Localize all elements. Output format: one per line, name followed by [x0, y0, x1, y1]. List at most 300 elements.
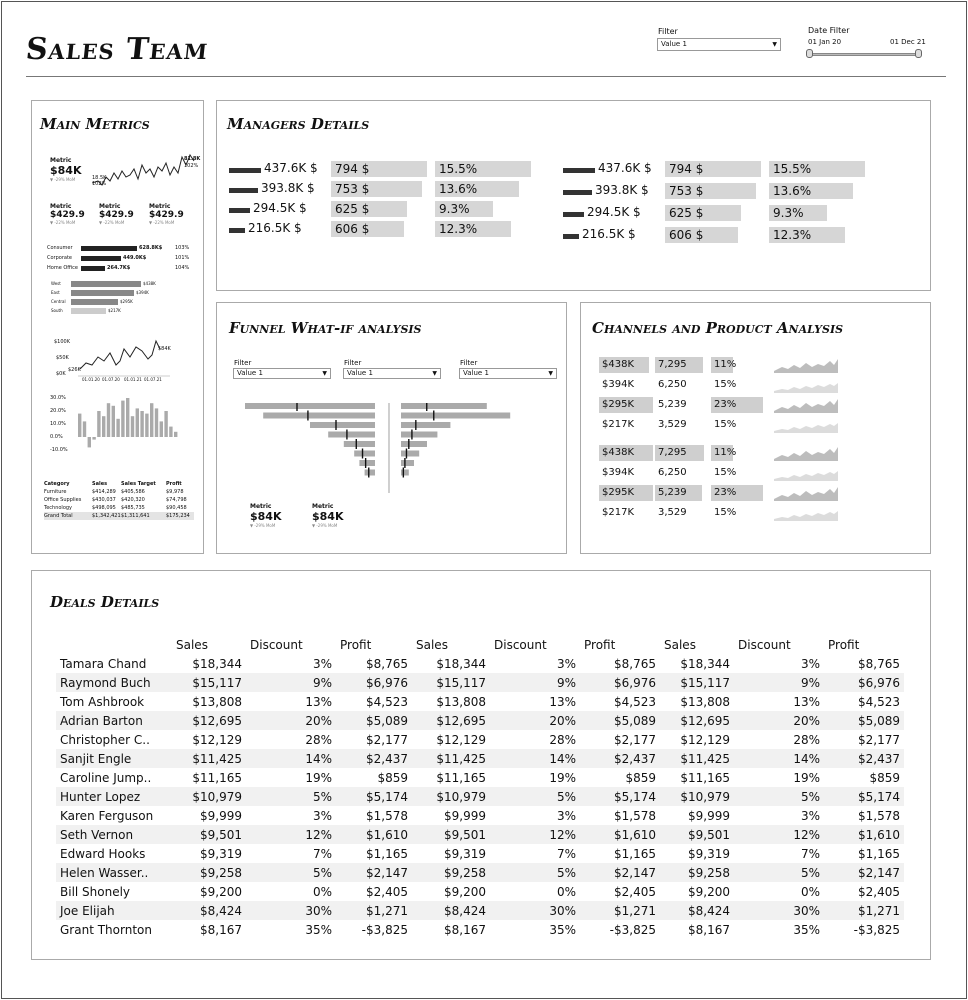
date-range-slider[interactable]	[810, 53, 920, 56]
manager-sales-value: 437.6K $	[264, 161, 318, 175]
deal-profit: $2,437	[336, 749, 412, 768]
funnel-right-bar	[401, 432, 437, 438]
bar-y-tick: 10.0%	[50, 421, 66, 427]
deal-discount: 13%	[549, 694, 576, 709]
manager-pct-value: 12.3%	[773, 228, 812, 242]
deal-profit: $1,271	[580, 901, 660, 920]
deal-discount: 7%	[800, 846, 820, 861]
deal-owner-name: Raymond Buch	[56, 673, 172, 692]
manager-sales-bar	[563, 190, 592, 195]
channel-value-b: 5,239	[658, 399, 687, 410]
small-metric-delta: ▼ -22% MoM	[149, 220, 175, 225]
table-row[interactable]	[56, 787, 904, 806]
growth-bar	[164, 411, 167, 437]
manager-deals-value: 794 $	[669, 162, 704, 176]
region-label: Central	[51, 299, 66, 304]
deal-owner-name: Grant Thornton	[60, 922, 152, 937]
deal-profit: $1,165	[614, 846, 656, 861]
segment-bar	[81, 266, 105, 271]
deal-profit: $1,578	[614, 808, 656, 823]
region-label: South	[51, 308, 63, 313]
managers-panel	[216, 100, 931, 291]
deal-discount: 30%	[246, 901, 336, 920]
category-table-cell: $485,735	[121, 505, 145, 511]
category-table-cell: Technology	[44, 505, 73, 511]
date-slider-start-handle[interactable]	[806, 49, 813, 58]
funnel-right-bar	[401, 441, 427, 447]
region-value: $217K	[108, 308, 121, 313]
growth-bar	[116, 419, 119, 437]
deal-profit: $8,765	[858, 656, 900, 671]
table-row[interactable]	[56, 863, 904, 882]
deal-discount: 5%	[246, 863, 336, 882]
table-row[interactable]	[56, 901, 904, 920]
manager-pct-value: 15.5%	[439, 162, 478, 176]
channel-value-b: 3,529	[658, 419, 687, 430]
segment-pct: 101%	[175, 255, 190, 261]
deal-sales: $15,117	[172, 673, 246, 692]
deals-header-cell[interactable]: Profit	[828, 638, 860, 652]
deal-sales: $9,999	[688, 808, 730, 823]
manager-sales-value: 393.8K $	[595, 183, 649, 197]
manager-pct-value: 9.3%	[439, 202, 470, 216]
deal-profit: $1,165	[366, 846, 408, 861]
deal-discount: 0%	[312, 884, 332, 899]
deal-discount: 12%	[734, 825, 824, 844]
region-value: $394K	[136, 290, 149, 295]
deal-sales: $9,999	[444, 808, 486, 823]
deal-discount: 3%	[800, 808, 820, 823]
sparkline-peak: 81.8K	[184, 156, 201, 162]
growth-bar	[155, 408, 158, 437]
deals-header-cell[interactable]: Discount	[250, 638, 303, 652]
line-end-label: $84K	[158, 346, 171, 352]
category-table-cell: $74,798	[166, 497, 187, 503]
deal-sales: $9,999	[200, 808, 242, 823]
deal-profit: $2,177	[858, 732, 900, 747]
deal-owner-name: Hunter Lopez	[56, 787, 172, 806]
filter-label: Filter	[658, 27, 678, 36]
table-row[interactable]	[56, 882, 904, 901]
deal-sales: $9,258	[660, 863, 734, 882]
channel-value-c: 23%	[714, 487, 737, 498]
deal-sales: $12,129	[436, 732, 486, 747]
deal-profit: $5,174	[336, 787, 412, 806]
segment-label: Consumer	[47, 245, 73, 251]
segment-pct: 104%	[175, 265, 190, 271]
big-metric-delta: ▼ -29% MoM	[50, 177, 76, 182]
deal-discount: 5%	[246, 787, 336, 806]
page-title: Sales Team	[24, 32, 211, 67]
deal-sales: $8,424	[412, 901, 490, 920]
table-row[interactable]	[56, 806, 904, 825]
deal-sales: $18,344	[436, 656, 486, 671]
deal-profit: -$3,825	[609, 922, 656, 937]
big-metric	[50, 157, 82, 182]
deal-sales: $12,129	[192, 732, 242, 747]
deal-sales: $8,167	[444, 922, 486, 937]
region-value: $295K	[120, 299, 133, 304]
channel-value-b: 7,295	[658, 359, 687, 370]
manager-sales-bar	[229, 228, 245, 233]
category-table-cell: $498,095	[92, 505, 116, 511]
deal-profit: -$3,825	[361, 922, 408, 937]
deal-discount: 3%	[312, 808, 332, 823]
funnel-filter-select[interactable]	[233, 368, 331, 379]
growth-bar	[150, 403, 153, 437]
channel-sparkline	[774, 417, 840, 433]
deal-discount: 12%	[246, 825, 336, 844]
channel-value-c: 15%	[714, 419, 737, 430]
funnel-right-bar	[401, 470, 409, 476]
growth-bar	[140, 411, 143, 437]
bar-y-tick: 0.0%	[50, 434, 63, 440]
bar-y-tick: 30.0%	[50, 395, 66, 401]
deal-sales: $9,319	[200, 846, 242, 861]
deals-header-cell[interactable]: Sales	[176, 638, 208, 652]
small-metric-value: $429.9	[99, 210, 134, 220]
deal-sales: $8,167	[200, 922, 242, 937]
deal-sales: $8,424	[660, 901, 734, 920]
deal-profit: $6,976	[824, 673, 904, 692]
line-y-tick: $100K	[54, 339, 71, 345]
filter-select[interactable]	[657, 38, 781, 51]
deal-sales: $8,424	[172, 901, 246, 920]
category-table-cell: $405,586	[121, 489, 145, 495]
channel-sparkline	[774, 445, 840, 461]
line-x-tick: 01.07.21	[144, 377, 162, 382]
funnel-left-bar	[359, 460, 375, 466]
channel-value-c: 11%	[714, 447, 737, 458]
growth-bar	[102, 416, 105, 437]
bar-chart-ticks	[50, 395, 70, 465]
deal-profit: $4,523	[858, 694, 900, 709]
channel-value-a: $438K	[602, 359, 635, 370]
funnel-left-bar	[263, 413, 375, 419]
deal-profit: $1,578	[366, 808, 408, 823]
chevron-down-icon: ▼	[322, 370, 327, 377]
growth-bar	[92, 437, 95, 440]
funnel-filter-label: Filter	[234, 359, 252, 367]
line-x-tick: 01.07.20	[102, 377, 120, 382]
deal-owner-name: Tom Ashbrook	[60, 694, 145, 709]
deal-owner-name: Karen Ferguson	[60, 808, 154, 823]
growth-bar	[97, 411, 100, 437]
funnel-left-bar	[328, 432, 375, 438]
channel-value-c: 11%	[714, 359, 737, 370]
table-row[interactable]	[56, 654, 904, 673]
deal-sales: $9,200	[444, 884, 486, 899]
funnel-metric-delta: ▼ -29% MoM	[312, 523, 338, 528]
deal-discount: 14%	[490, 749, 580, 768]
small-metric-delta: ▼ -22% MoM	[99, 220, 125, 225]
deals-header-cell[interactable]: Profit	[340, 638, 372, 652]
table-row[interactable]	[56, 730, 904, 749]
table-row[interactable]	[56, 844, 904, 863]
category-table-cell: Grand Total	[44, 513, 73, 519]
funnel-filter-value: Value 1	[237, 369, 263, 377]
deal-discount: 7%	[556, 846, 576, 861]
channel-value-a: $438K	[602, 447, 635, 458]
deal-sales: $10,979	[660, 787, 734, 806]
deal-discount: 12%	[490, 825, 580, 844]
table-row[interactable]	[56, 711, 904, 730]
sparkline-low: 18.5K	[92, 175, 107, 181]
deal-profit: $1,610	[336, 825, 412, 844]
manager-pct-value: 13.6%	[773, 184, 812, 198]
deal-sales: $15,117	[660, 673, 734, 692]
growth-bar	[136, 408, 139, 437]
deal-sales: $12,129	[680, 732, 730, 747]
manager-deals-value: 625 $	[335, 202, 370, 216]
manager-sales-value: 437.6K $	[598, 161, 652, 175]
table-row[interactable]	[56, 920, 904, 939]
deal-discount: 35%	[305, 922, 332, 937]
funnel-filter-select[interactable]	[343, 368, 441, 379]
bar-y-tick: 20.0%	[50, 408, 66, 414]
deal-sales: $13,808	[680, 694, 730, 709]
channel-sparkline-area	[774, 511, 838, 521]
deal-owner-name: Helen Wasser..	[56, 863, 172, 882]
funnel-metric-label: Metric	[250, 503, 272, 510]
deal-profit: $2,177	[366, 732, 408, 747]
deal-owner-name: Sanjit Engle	[56, 749, 172, 768]
deal-discount: 19%	[549, 770, 576, 785]
deal-profit: $2,405	[614, 884, 656, 899]
region-bar	[71, 299, 118, 305]
segment-bar	[81, 246, 137, 251]
manager-deals-value: 606 $	[669, 228, 704, 242]
region-label: West	[51, 281, 61, 286]
funnel-panel	[216, 302, 567, 554]
growth-bar	[107, 403, 110, 437]
segment-value: 449.0K$	[123, 255, 147, 261]
deal-discount: 20%	[490, 711, 580, 730]
deal-profit: $859	[625, 770, 656, 785]
deal-sales: $15,117	[412, 673, 490, 692]
manager-pct-value: 13.6%	[439, 182, 478, 196]
main-metrics-panel	[31, 100, 204, 554]
deals-header-cell[interactable]: Sales	[416, 638, 448, 652]
channel-value-a: $295K	[602, 487, 635, 498]
deal-sales: $9,501	[660, 825, 734, 844]
channel-value-c: 15%	[714, 379, 737, 390]
growth-bar	[88, 437, 91, 447]
table-row[interactable]	[56, 768, 904, 787]
manager-sales-bar	[229, 168, 261, 173]
manager-deals-value: 753 $	[335, 182, 370, 196]
manager-sales-bar	[563, 212, 584, 217]
deals-header-cell[interactable]: Profit	[584, 638, 616, 652]
channel-value-c: 15%	[714, 467, 737, 478]
channel-sparkline-area	[774, 487, 838, 501]
growth-bar	[78, 414, 81, 437]
funnel-title: Funnel What-if analysis	[229, 319, 422, 337]
deal-sales: $11,165	[436, 770, 486, 785]
manager-pct-value: 12.3%	[439, 222, 478, 236]
region-value: $438K	[143, 281, 156, 286]
category-table-cell: $420,320	[121, 497, 145, 503]
managers-title: Managers Details	[227, 115, 370, 133]
deal-discount: 20%	[734, 711, 824, 730]
deal-discount: 0%	[800, 884, 820, 899]
deal-profit: $2,405	[858, 884, 900, 899]
deal-discount: 9%	[734, 673, 824, 692]
chevron-down-icon: ▼	[432, 370, 437, 377]
deal-sales: $11,165	[680, 770, 730, 785]
manager-deals-value: 794 $	[335, 162, 370, 176]
deal-owner-name: Edward Hooks	[60, 846, 146, 861]
segment-label: Home Office	[47, 265, 78, 271]
line-x-tick: 01.01.20	[82, 377, 100, 382]
manager-sales-bar	[563, 168, 595, 173]
manager-deals-value: 753 $	[669, 184, 704, 198]
sparkline-peak-pct: 102%	[184, 163, 199, 169]
funnel-left-bar	[245, 403, 375, 409]
date-end-label: 01 Dec 21	[890, 38, 926, 46]
manager-deals-value: 625 $	[669, 206, 704, 220]
chevron-down-icon: ▼	[548, 370, 553, 377]
deal-profit: $5,089	[336, 711, 412, 730]
channel-sparkline-area	[774, 359, 838, 373]
deal-discount: 28%	[793, 732, 820, 747]
manager-sales-value: 294.5K $	[587, 205, 641, 219]
deals-header-cell[interactable]: Sales	[664, 638, 696, 652]
line-x-tick: 01.01.21	[124, 377, 142, 382]
table-row[interactable]	[56, 673, 904, 692]
deal-profit: $2,405	[366, 884, 408, 899]
channel-value-b: 6,250	[658, 467, 687, 478]
deal-discount: 0%	[556, 884, 576, 899]
growth-bar	[174, 432, 177, 437]
date-slider-end-handle[interactable]	[915, 49, 922, 58]
channel-value-b: 7,295	[658, 447, 687, 458]
header-divider	[26, 76, 946, 77]
line-low-label: $26K	[68, 367, 81, 373]
channel-value-a: $217K	[602, 507, 635, 518]
deal-profit: $8,765	[366, 656, 408, 671]
deal-sales: $9,200	[200, 884, 242, 899]
deal-owner-name: Seth Vernon	[56, 825, 172, 844]
channel-sparkline-area	[774, 471, 838, 481]
channel-value-b: 6,250	[658, 379, 687, 390]
channel-sparkline-area	[774, 447, 838, 461]
manager-sales-value: 216.5K $	[248, 221, 302, 235]
line-y-tick: $0K	[56, 371, 66, 377]
deal-profit: $2,437	[580, 749, 660, 768]
category-table-cell: $175,234	[166, 513, 190, 519]
category-table-header: Sales	[92, 481, 108, 487]
manager-pct-value: 15.5%	[773, 162, 812, 176]
growth-bar	[169, 427, 172, 437]
deal-discount: 35%	[549, 922, 576, 937]
small-metric	[99, 203, 134, 225]
deal-sales: $11,425	[172, 749, 246, 768]
channel-value-a: $394K	[602, 467, 635, 478]
channel-sparkline-area	[774, 423, 838, 433]
table-row[interactable]	[56, 692, 904, 711]
deals-title: Deals Details	[50, 593, 160, 611]
category-table-cell: $1,311,641	[121, 513, 150, 519]
growth-bar-chart	[78, 395, 180, 461]
funnel-right-bar	[401, 403, 487, 409]
deal-profit: $8,765	[614, 656, 656, 671]
funnel-metric-value: $84K	[312, 510, 344, 523]
deals-table	[56, 636, 904, 939]
deal-sales: $9,258	[172, 863, 246, 882]
channel-value-c: 15%	[714, 507, 737, 518]
region-bar	[71, 308, 106, 314]
deal-owner-name: Tamara Chand	[60, 656, 147, 671]
region-bar	[71, 290, 134, 296]
deal-discount: 5%	[734, 863, 824, 882]
deal-profit: $859	[377, 770, 408, 785]
deal-profit: $5,174	[824, 787, 904, 806]
deal-discount: 3%	[556, 808, 576, 823]
date-filter-label: Date Filter	[808, 26, 850, 35]
funnel-filter-value: Value 1	[463, 369, 489, 377]
table-row[interactable]	[56, 749, 904, 768]
deal-profit: $1,610	[580, 825, 660, 844]
funnel-filter-select[interactable]	[459, 368, 557, 379]
deal-owner-name: Bill Shonely	[60, 884, 131, 899]
deals-header-cell[interactable]: Discount	[738, 638, 791, 652]
funnel-chart	[235, 403, 535, 493]
channel-value-a: $217K	[602, 419, 635, 430]
funnel-left-bar	[344, 441, 375, 447]
deal-discount: 30%	[734, 901, 824, 920]
deal-discount: 13%	[305, 694, 332, 709]
small-metric-label: Metric	[149, 203, 171, 210]
region-bar	[71, 281, 141, 287]
funnel-right-bar	[401, 460, 414, 466]
line-y-tick: $50K	[56, 355, 69, 361]
funnel-metric	[250, 503, 282, 528]
funnel-filter-label: Filter	[344, 359, 362, 367]
deal-profit: $859	[869, 770, 900, 785]
deal-discount: 30%	[490, 901, 580, 920]
funnel-filter-label: Filter	[460, 359, 478, 367]
deal-sales: $8,167	[688, 922, 730, 937]
small-metric-value: $429.9	[50, 210, 85, 220]
channel-sparkline	[774, 485, 840, 501]
funnel-metric-label: Metric	[312, 503, 334, 510]
deal-discount: 14%	[734, 749, 824, 768]
manager-deals-value: 606 $	[335, 222, 370, 236]
manager-pct-value: 9.3%	[773, 206, 804, 220]
deal-discount: 19%	[305, 770, 332, 785]
big-metric-label: Metric	[50, 157, 72, 164]
deal-sales: $9,200	[688, 884, 730, 899]
segment-bar	[81, 256, 121, 261]
funnel-left-bar	[365, 470, 375, 476]
channel-sparkline	[774, 397, 840, 413]
table-row[interactable]	[56, 825, 904, 844]
manager-sales-value: 393.8K $	[261, 181, 315, 195]
deals-header-cell[interactable]: Discount	[494, 638, 547, 652]
deal-profit: $2,147	[336, 863, 412, 882]
chevron-down-icon: ▼	[772, 41, 777, 48]
channel-value-a: $295K	[602, 399, 635, 410]
segment-bars	[47, 245, 197, 275]
deal-profit: $5,089	[580, 711, 660, 730]
deal-sales: $12,695	[172, 711, 246, 730]
bar-y-tick: -10.0%	[50, 447, 68, 453]
funnel-right-bar	[401, 422, 450, 428]
deal-sales: $12,695	[660, 711, 734, 730]
funnel-left-bar	[354, 451, 375, 457]
category-table-cell: $430,037	[92, 497, 116, 503]
